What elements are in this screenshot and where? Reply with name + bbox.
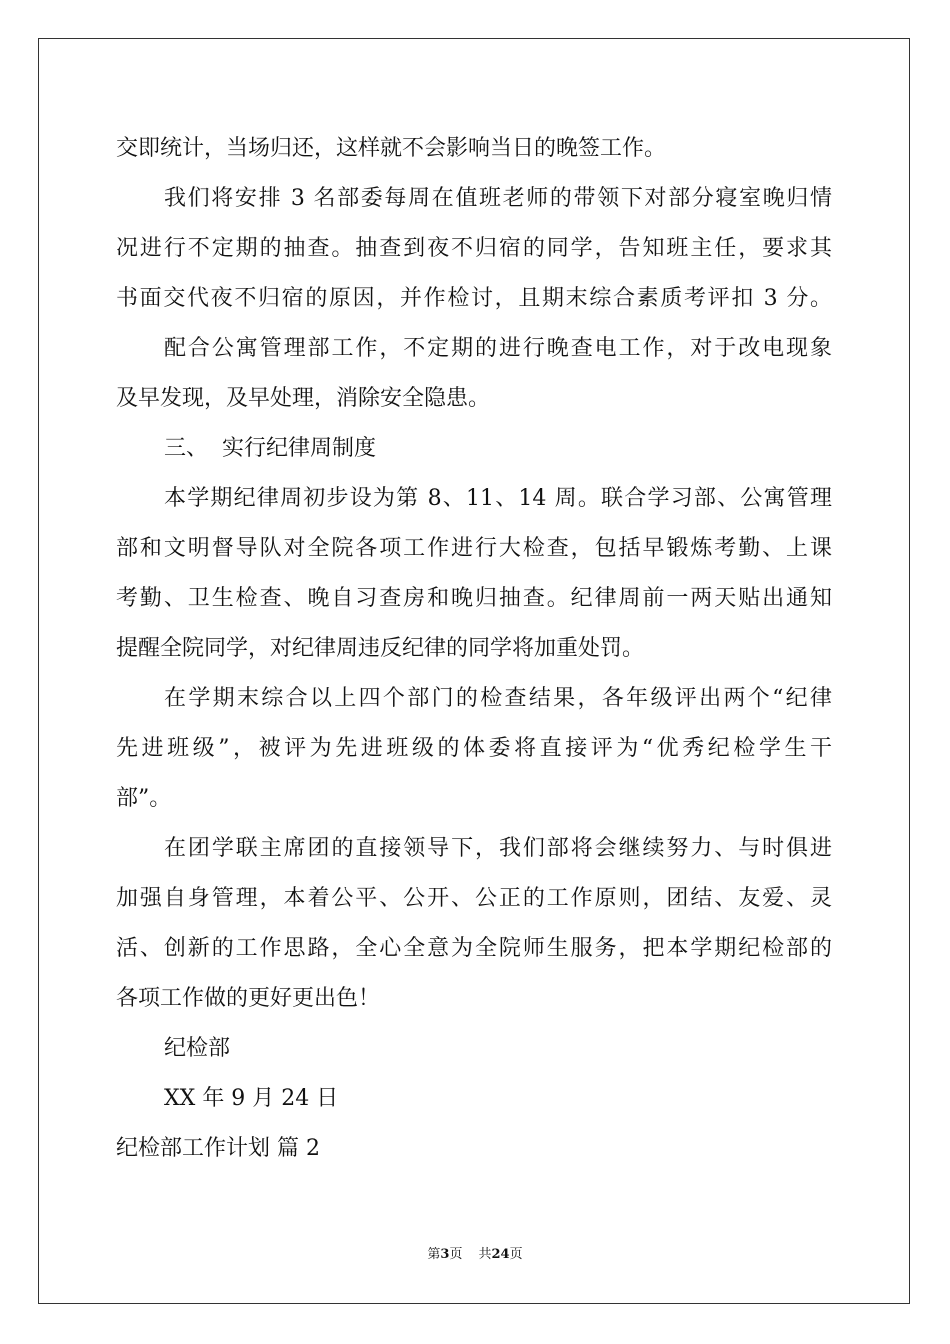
text-line: 活、创新的工作思路，全心全意为全院师生服务，把本学期纪检部的 xyxy=(116,936,832,961)
text-line: 各项工作做的更好更出色！ xyxy=(116,986,381,1011)
next-section-title: 纪检部工作计划 篇 2 xyxy=(116,1136,320,1161)
footer-total-prefix: 共 xyxy=(478,1247,492,1262)
signature-date: XX 年 9 月 24 日 xyxy=(164,1086,339,1111)
page-footer xyxy=(0,1247,950,1263)
text-line: 在团学联主席团的直接领导下，我们部将会继续努力、与时俱进 xyxy=(164,836,832,861)
text-line: 提醒全院同学，对纪律周违反纪律的同学将加重处罚。 xyxy=(116,636,645,661)
text-line: 及早发现，及早处理，消除安全隐患。 xyxy=(116,386,491,411)
text-line: 部”。 xyxy=(116,786,172,811)
text-line: 交即统计，当场归还，这样就不会影响当日的晚签工作。 xyxy=(116,136,667,161)
text-line: 配合公寓管理部工作，不定期的进行晚查电工作，对于改电现象 xyxy=(164,336,832,361)
signature-department: 纪检部 xyxy=(164,1036,231,1061)
footer-total-pages: 24 xyxy=(491,1247,510,1262)
footer-page-unit: 页 xyxy=(449,1247,463,1262)
footer-page-prefix: 第 xyxy=(427,1247,441,1262)
text-line: 加强自身管理，本着公平、公开、公正的工作原则，团结、友爱、灵 xyxy=(116,886,832,911)
text-line: 先进班级”，被评为先进班级的体委将直接评为“优秀纪检学生干 xyxy=(116,736,832,761)
footer-total-unit: 页 xyxy=(509,1247,523,1262)
text-line: 在学期末综合以上四个部门的检查结果，各年级评出两个“纪律 xyxy=(164,686,832,711)
page-border xyxy=(38,38,910,1304)
text-line: 况进行不定期的抽查。抽查到夜不归宿的同学，告知班主任，要求其 xyxy=(116,236,832,261)
text-line: 我们将安排 3 名部委每周在值班老师的带领下对部分寝室晚归情 xyxy=(164,186,832,211)
section-heading: 三、 实行纪律周制度 xyxy=(164,436,376,461)
text-line: 本学期纪律周初步设为第 8、11、14 周。联合学习部、公寓管理 xyxy=(164,486,832,511)
text-line: 部和文明督导队对全院各项工作进行大检查，包括早锻炼考勤、上课 xyxy=(116,536,832,561)
text-line: 书面交代夜不归宿的原因，并作检讨，且期末综合素质考评扣 3 分。 xyxy=(116,286,832,311)
footer-page-number: 3 xyxy=(440,1247,450,1262)
text-line: 考勤、卫生检查、晚自习查房和晚归抽查。纪律周前一两天贴出通知 xyxy=(116,586,832,611)
